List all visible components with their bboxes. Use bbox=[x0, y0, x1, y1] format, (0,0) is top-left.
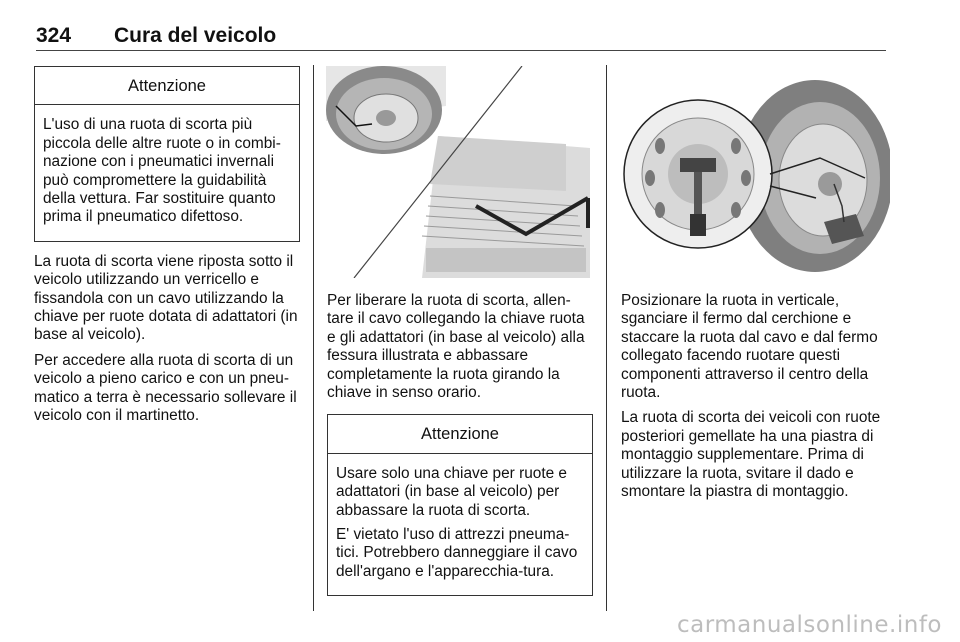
column-3 bbox=[621, 292, 889, 508]
warning-box bbox=[327, 414, 593, 596]
page-header bbox=[36, 22, 886, 51]
figure-wheel-retainer bbox=[620, 66, 890, 278]
warning-text: E' vietato l'uso di attrezzi pneuma-tici. Potrebbero danneggiare il cavo dell'argano e l'apparecchia-tura. bbox=[336, 526, 578, 580]
paragraph: La ruota di scorta dei veicoli con ruote posteriori gemellate ha una piastra di montaggio supplementare. Prima di utilizzare la ruota, svitare il dado e smontare la piastra di montaggio. bbox=[621, 409, 881, 501]
column-divider bbox=[606, 65, 607, 611]
warning-body bbox=[328, 454, 592, 595]
figure-spare-wheel-winch bbox=[326, 66, 596, 278]
chapter-title: Cura del veicolo bbox=[114, 24, 277, 47]
paragraph: Per liberare la ruota di scorta, allen-tare il cavo collegando la chiave ruota e gli adattatori (in base al veicolo) alla fessura illustrata e abbassare completamente la ruota girando la chiave in senso orario. bbox=[327, 292, 585, 402]
watermark: carmanualsonline.info bbox=[676, 612, 942, 638]
warning-body bbox=[35, 105, 299, 240]
warning-title: Attenzione bbox=[35, 67, 299, 105]
warning-text: L'uso di una ruota di scorta più piccola delle altre ruote o in combi-nazione con i pneumatici invernali può compromettere la guidabilità della vettura. Far sostituire quanto prima il pneumatico difettoso. bbox=[43, 116, 281, 226]
column-2 bbox=[327, 292, 593, 596]
warning-title: Attenzione bbox=[328, 415, 592, 453]
column-divider bbox=[313, 65, 314, 611]
paragraph: La ruota di scorta viene riposta sotto il veicolo utilizzando un verricello e fissandola con un cavo utilizzando la chiave per ruote dotata di adattatori (in base al veicolo). bbox=[34, 252, 298, 344]
paragraph: Posizionare la ruota in verticale, sganciare il fermo dal cerchione e staccare la ruota dal cavo e dal fermo collegato facendo ruotare questi componenti attraverso il centro della ruota. bbox=[621, 292, 878, 402]
warning-box bbox=[34, 66, 300, 242]
column-1 bbox=[34, 66, 300, 433]
page-number: 324 bbox=[36, 24, 72, 47]
paragraph: Per accedere alla ruota di scorta di un veicolo a pieno carico e con un pneu-matico a terra è necessario sollevare il veicolo con il martinetto. bbox=[34, 351, 297, 425]
warning-text: Usare solo una chiave per ruote e adattatori (in base al veicolo) per abbassare la ruota di scorta. bbox=[336, 464, 567, 519]
